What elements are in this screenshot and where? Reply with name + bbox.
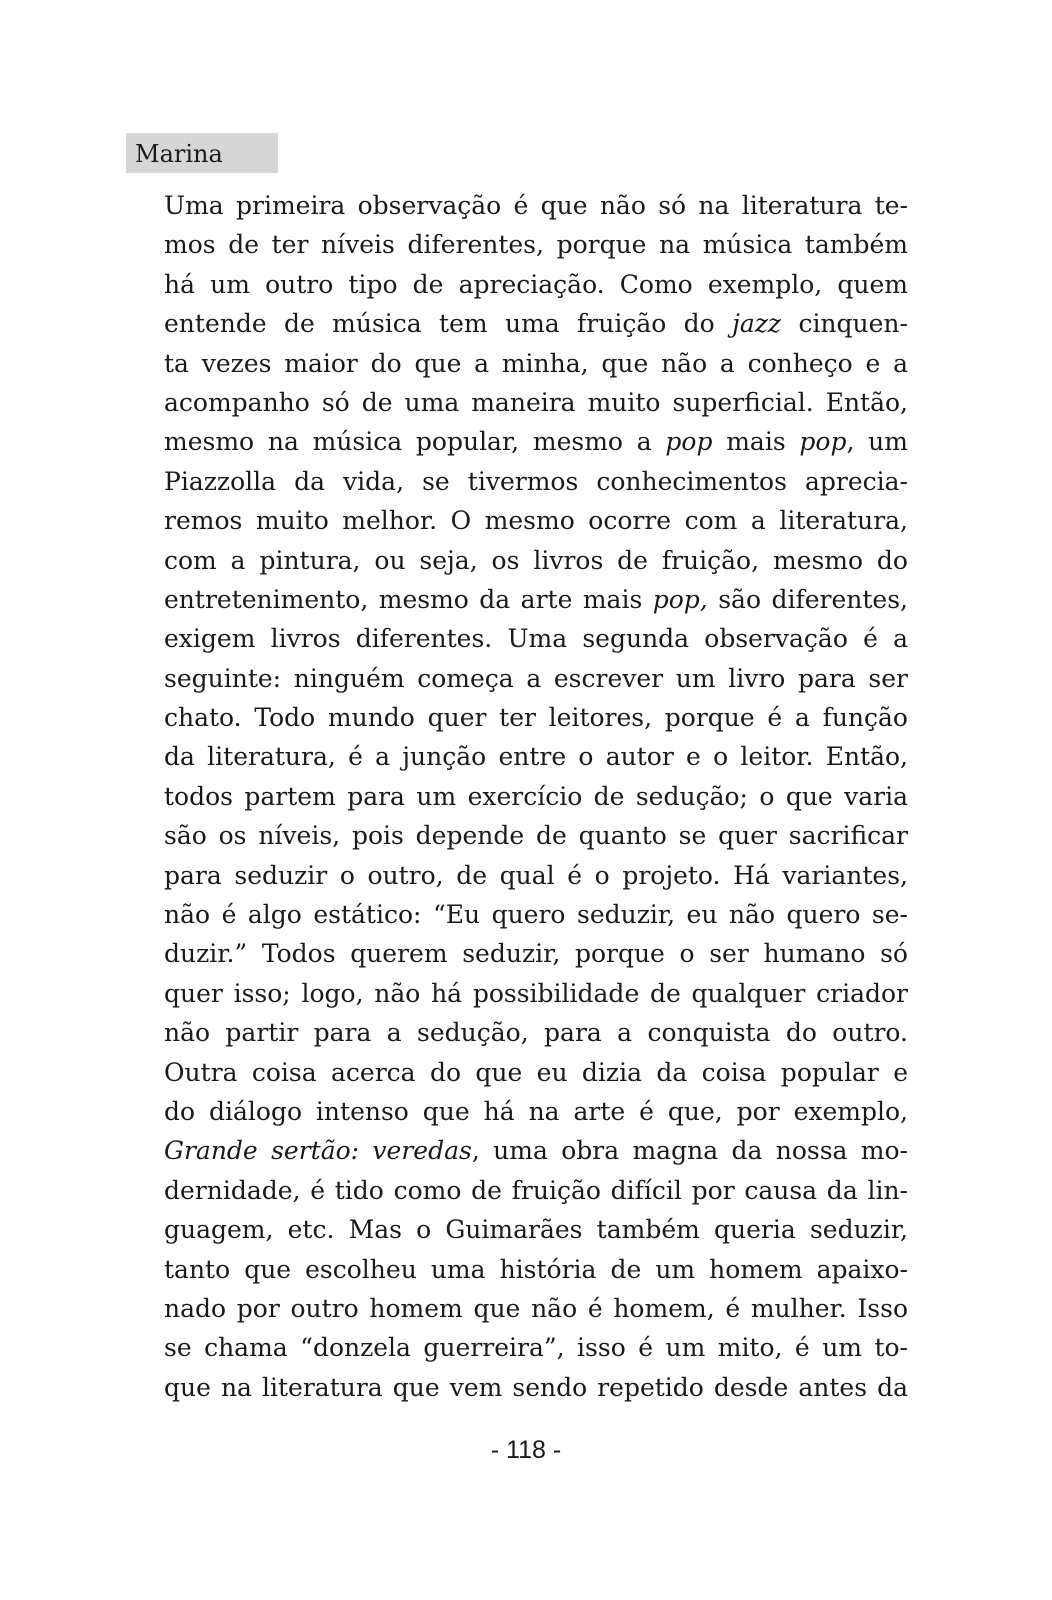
text-run: nado por outro homem que não é homem, é mulher. Isso — [164, 1293, 908, 1323]
text-run: que na literatura que vem sendo repetido desde antes da — [164, 1372, 908, 1402]
text-line — [164, 1053, 908, 1092]
speaker-label: Marina — [126, 133, 278, 173]
text-line — [164, 1131, 908, 1170]
page-number: - 118 - — [490, 1436, 562, 1464]
text-run: mais — [712, 427, 800, 457]
text-run: , um — [846, 427, 908, 457]
text-run: , uma obra magna da nossa mo- — [471, 1136, 908, 1166]
text-run: acompanho só de uma maneira muito superficial. Então, — [164, 387, 908, 417]
text-line — [164, 659, 908, 698]
text-line — [164, 1210, 908, 1249]
text-line — [164, 344, 908, 383]
text-run: seguinte: ninguém começa a escrever um livro para ser — [164, 663, 908, 693]
text-line — [164, 422, 908, 461]
text-run: exigem livros diferentes. Uma segunda observação é a — [164, 624, 908, 654]
text-line — [164, 225, 908, 264]
text-line — [164, 1013, 908, 1052]
text-run: mos de ter níveis diferentes, porque na música também — [164, 230, 908, 260]
text-line — [164, 186, 908, 225]
text-line — [164, 698, 908, 737]
text-run: Piazzolla da vida, se tivermos conhecimentos aprecia- — [164, 466, 908, 496]
italic-text-run: pop — [799, 427, 847, 457]
text-run: para seduzir o outro, de qual é o projeto. Há variantes, — [164, 860, 908, 890]
text-line — [164, 462, 908, 501]
text-run: remos muito melhor. O mesmo ocorre com a literatura, — [164, 506, 908, 536]
text-run: ta vezes maior do que a minha, que não a conheço e a — [164, 348, 908, 378]
italic-text-run: Grande sertão: veredas — [164, 1136, 472, 1166]
text-line — [164, 777, 908, 816]
text-line — [164, 1328, 908, 1367]
text-run: são diferentes, — [707, 584, 908, 614]
text-line — [164, 1289, 908, 1328]
text-line — [164, 304, 908, 343]
text-run: Outra coisa acerca do que eu dizia da coisa popular e — [164, 1057, 908, 1087]
text-run: não é algo estático: “Eu quero seduzir, eu não quero se- — [164, 900, 908, 930]
text-run: entende de música tem uma fruição do — [164, 309, 733, 339]
text-line — [164, 265, 908, 304]
text-run: da literatura, é a junção entre o autor e o leitor. Então, — [164, 742, 908, 772]
text-line — [164, 1171, 908, 1210]
text-line — [164, 1092, 908, 1131]
text-line — [164, 737, 908, 776]
italic-text-run: pop — [665, 427, 713, 457]
text-line — [164, 856, 908, 895]
text-run: todos partem para um exercício de sedução; o que varia — [164, 781, 908, 811]
text-run: quer isso; logo, não há possibilidade de qualquer criador — [164, 978, 908, 1008]
text-run: não partir para a sedução, para a conquista do outro. — [164, 1018, 908, 1048]
text-run: há um outro tipo de apreciação. Como exemplo, quem — [164, 269, 908, 299]
italic-text-run: pop, — [652, 584, 708, 614]
text-line — [164, 974, 908, 1013]
text-run: se chama “donzela guerreira”, isso é um mito, é um to- — [164, 1333, 908, 1363]
text-run: Uma primeira observação é que não só na literatura te- — [164, 191, 908, 220]
text-line — [164, 934, 908, 973]
text-run: mesmo na música popular, mesmo a — [164, 427, 666, 457]
text-run: cinquen- — [781, 309, 908, 339]
text-line — [164, 1368, 908, 1407]
text-line — [164, 619, 908, 658]
text-run: tanto que escolheu uma história de um homem apaixo- — [164, 1254, 908, 1284]
text-line — [164, 383, 908, 422]
text-line — [164, 1250, 908, 1289]
italic-text-run: jazz — [732, 309, 782, 339]
text-run: guagem, etc. Mas o Guimarães também queria seduzir, — [164, 1215, 908, 1245]
text-line — [164, 895, 908, 934]
text-run: com a pintura, ou seja, os livros de fruição, mesmo do — [164, 545, 908, 575]
text-run: entretenimento, mesmo da arte mais — [164, 584, 653, 614]
text-run: dernidade, é tido como de fruição difícil por causa da lin- — [164, 1175, 908, 1205]
body-paragraph — [164, 186, 908, 1407]
text-line — [164, 580, 908, 619]
text-run: duzir.” Todos querem seduzir, porque o ser humano só — [164, 939, 908, 969]
text-line — [164, 541, 908, 580]
text-line — [164, 816, 908, 855]
text-run: são os níveis, pois depende de quanto se quer sacrificar — [164, 821, 908, 851]
text-run: do diálogo intenso que há na arte é que, por exemplo, — [164, 1096, 908, 1126]
text-run: chato. Todo mundo quer ter leitores, porque é a função — [164, 703, 908, 733]
text-line — [164, 501, 908, 540]
